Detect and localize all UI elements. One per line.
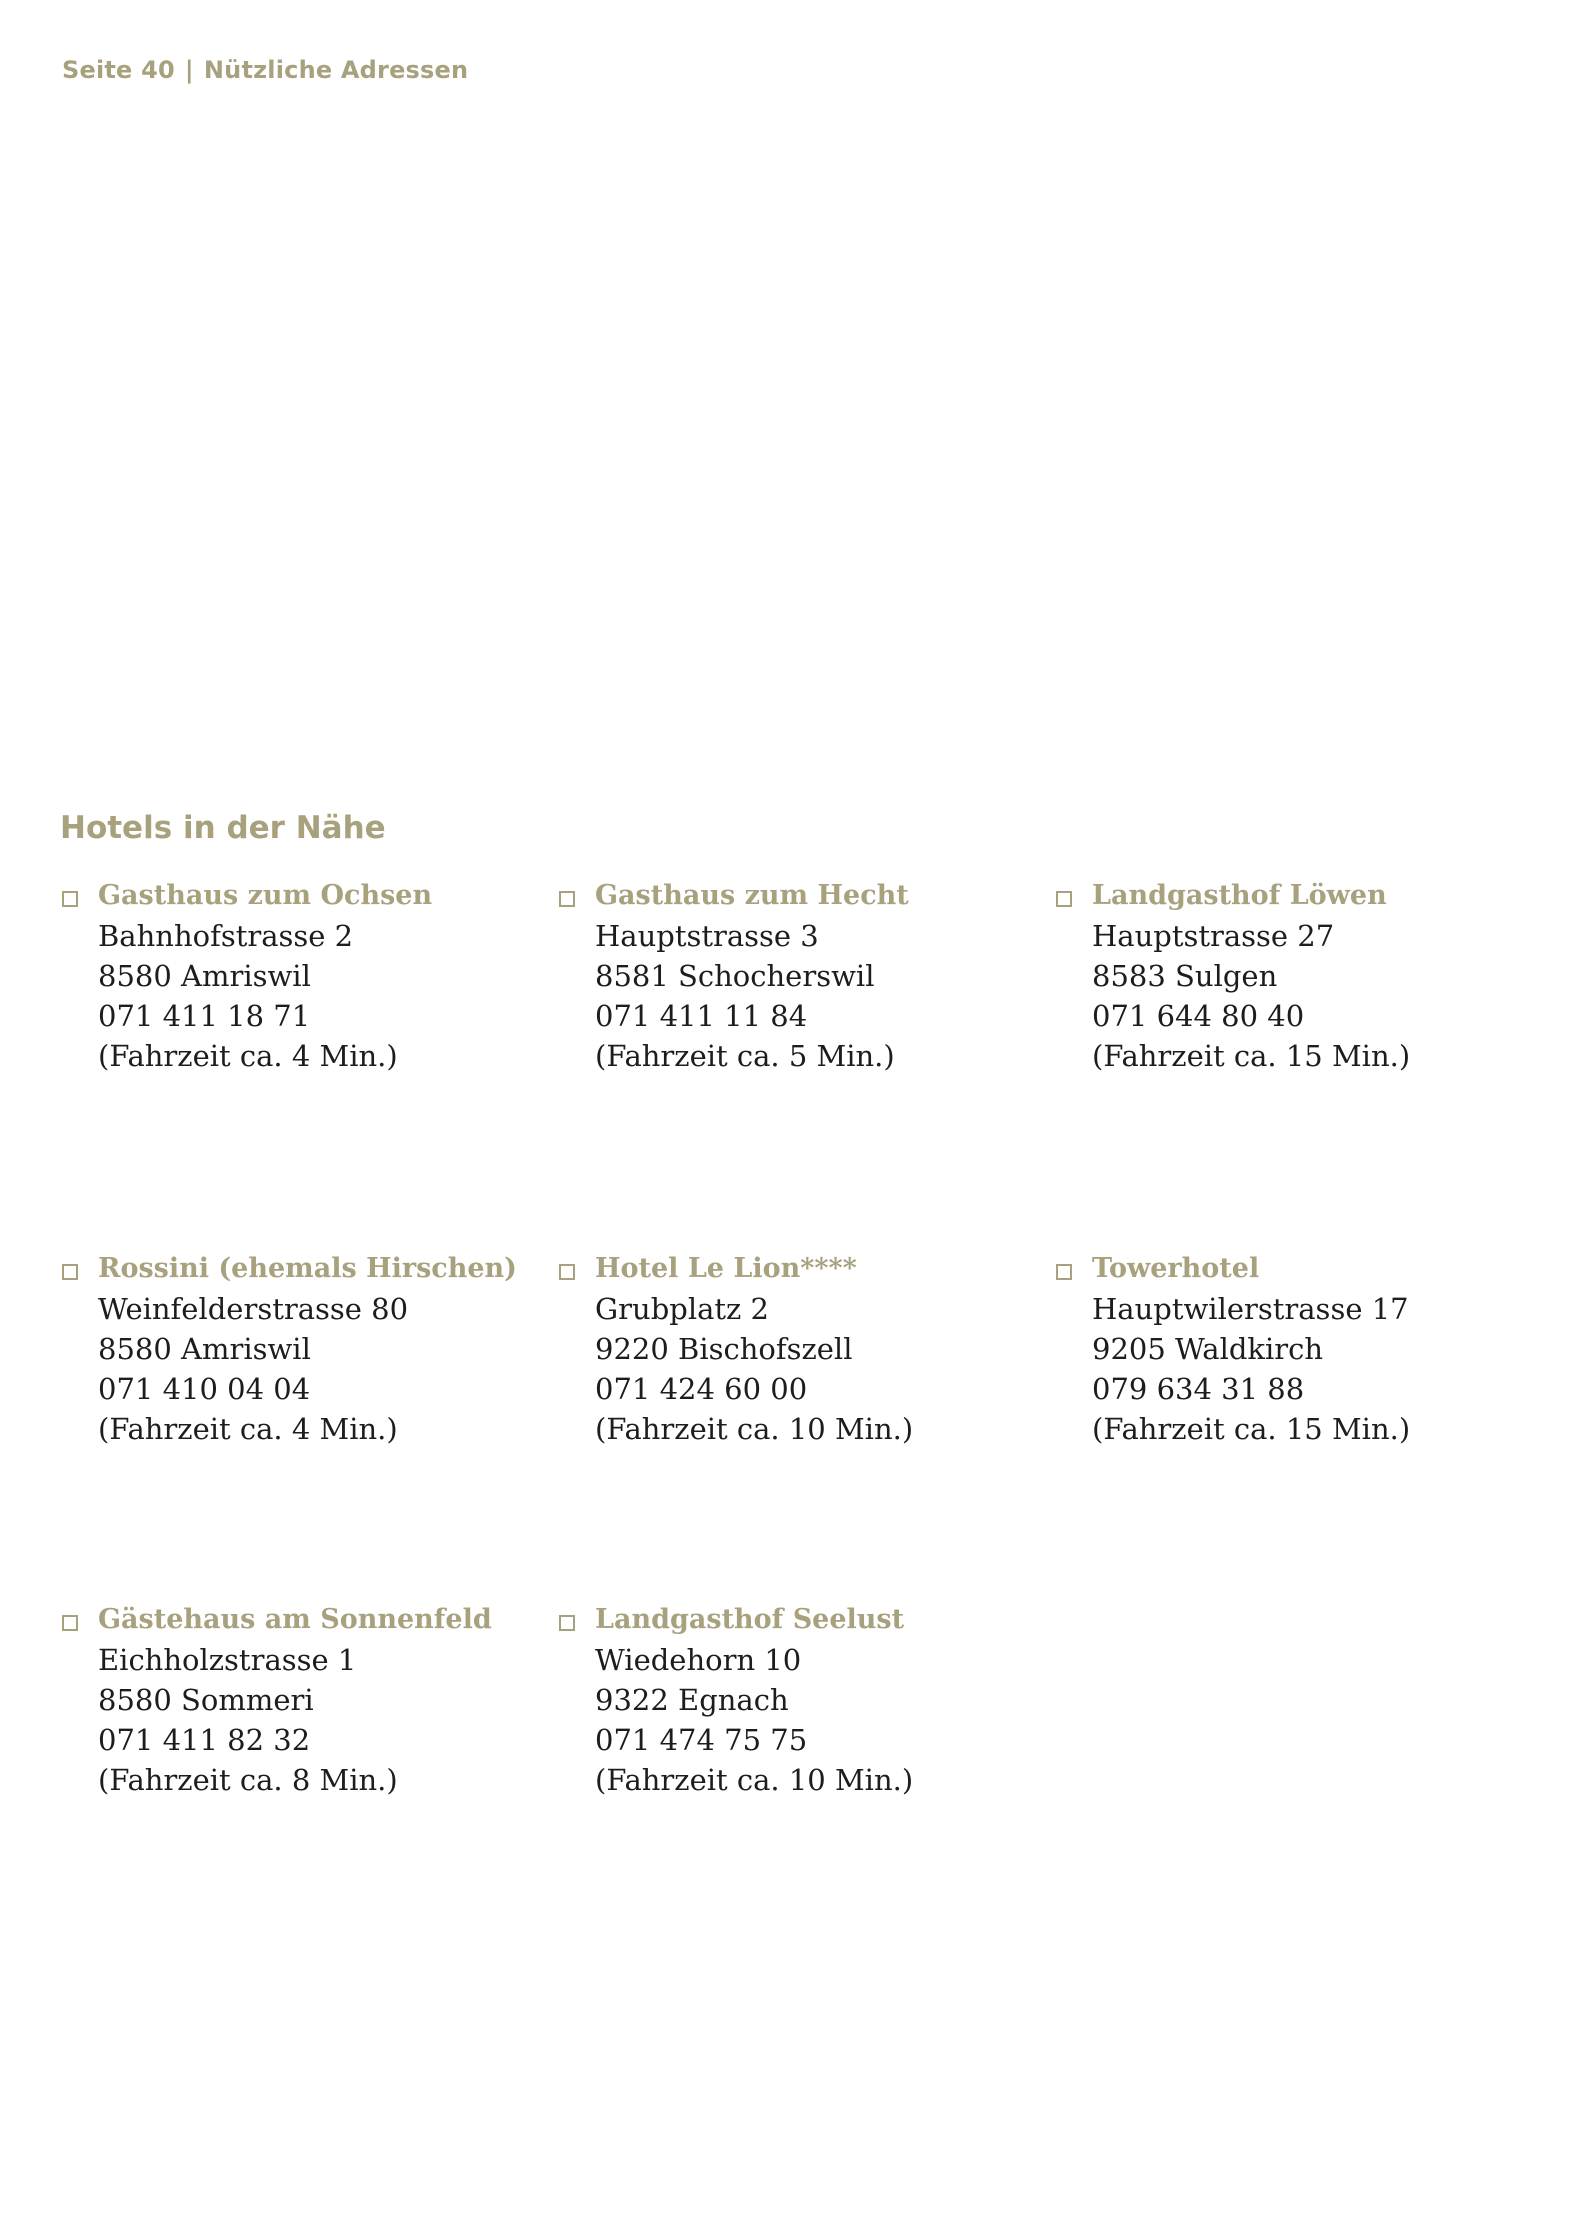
hotel-phone: 071 411 82 32 [98,1723,311,1757]
hotel-name: Landgasthof Seelust [595,1604,905,1635]
hotel-name: Gasthaus zum Hecht [595,880,909,911]
hotel-phone: 071 644 80 40 [1092,999,1305,1033]
hotel-street: Hauptstrasse 3 [595,919,819,953]
hotel-name: Gasthaus zum Ochsen [98,880,433,911]
hotel-phone: 071 410 04 04 [98,1372,311,1406]
hotel-travel-time: (Fahrzeit ca. 10 Min.) [595,1412,914,1446]
hotel-city: 8581 Schocherswil [595,959,875,993]
hotel-phone: 079 634 31 88 [1092,1372,1305,1406]
hotel-name: Rossini (ehemals Hirschen) [98,1253,517,1284]
hotel-street: Wiedehorn 10 [595,1643,802,1677]
hotel-city: 8583 Sulgen [1092,959,1278,993]
hotel-phone: 071 411 11 84 [595,999,808,1033]
hotel-travel-time: (Fahrzeit ca. 4 Min.) [98,1039,398,1073]
hotel-travel-time: (Fahrzeit ca. 15 Min.) [1092,1412,1411,1446]
hotel-travel-time: (Fahrzeit ca. 4 Min.) [98,1412,398,1446]
checkbox-icon [559,1264,575,1280]
hotel-name: Landgasthof Löwen [1092,880,1387,911]
hotel-travel-time: (Fahrzeit ca. 8 Min.) [98,1763,398,1797]
checkbox-icon [1056,1264,1072,1280]
hotel-travel-time: (Fahrzeit ca. 15 Min.) [1092,1039,1411,1073]
checkbox-icon [559,1615,575,1631]
hotel-city: 9205 Waldkirch [1092,1332,1324,1366]
hotel-city: 8580 Amriswil [98,959,311,993]
hotel-phone: 071 424 60 00 [595,1372,808,1406]
checkbox-icon [62,1264,78,1280]
hotel-phone: 071 411 18 71 [98,999,311,1033]
hotel-city: 8580 Amriswil [98,1332,311,1366]
hotel-city: 9322 Egnach [595,1683,789,1717]
checkbox-icon [559,891,575,907]
header-separator: | [184,56,194,84]
hotel-street: Bahnhofstrasse 2 [98,919,354,953]
page-number: Seite 40 [62,56,175,84]
hotel-street: Weinfelderstrasse 80 [98,1292,409,1326]
hotel-street: Eichholzstrasse 1 [98,1643,357,1677]
checkbox-icon [62,1615,78,1631]
hotel-street: Hauptstrasse 27 [1092,919,1335,953]
checkbox-icon [62,891,78,907]
section-title: Hotels in der Nähe [60,810,386,846]
hotel-street: Grubplatz 2 [595,1292,769,1326]
hotel-name: Towerhotel [1092,1253,1260,1284]
hotel-name: Hotel Le Lion**** [595,1253,857,1284]
hotel-name: Gästehaus am Sonnenfeld [98,1604,492,1635]
checkbox-icon [1056,891,1072,907]
hotel-phone: 071 474 75 75 [595,1723,808,1757]
header-section: Nützliche Adressen [203,56,469,84]
page-header [62,56,468,84]
hotel-city: 9220 Bischofszell [595,1332,853,1366]
hotel-street: Hauptwilerstrasse 17 [1092,1292,1409,1326]
hotel-city: 8580 Sommeri [98,1683,314,1717]
hotel-travel-time: (Fahrzeit ca. 10 Min.) [595,1763,914,1797]
hotel-travel-time: (Fahrzeit ca. 5 Min.) [595,1039,895,1073]
